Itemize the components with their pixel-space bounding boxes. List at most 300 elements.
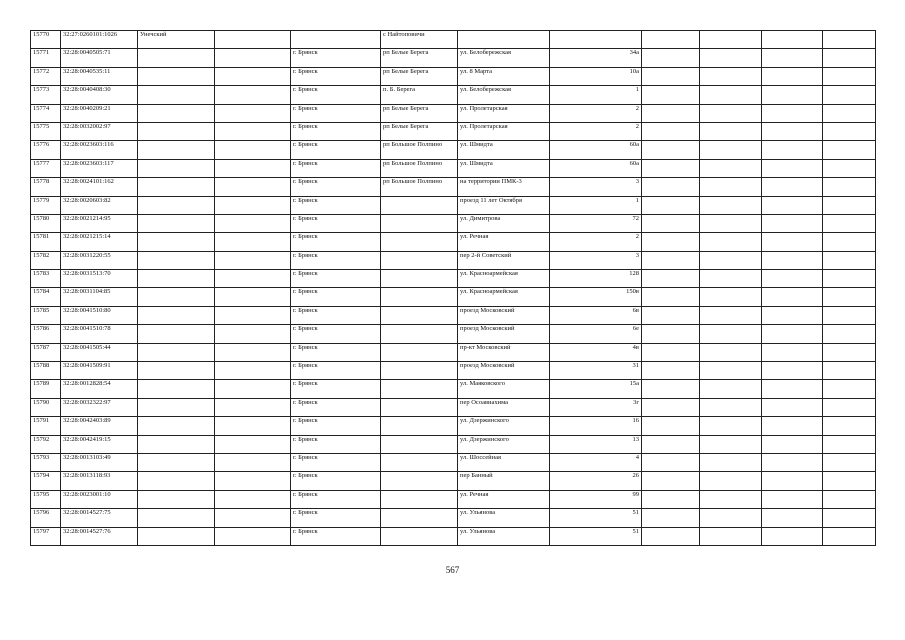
- city-cell: г. Брянск: [291, 527, 381, 545]
- empty-cell: [823, 325, 876, 343]
- cadastral-number-cell: 32:28:0021215:14: [61, 233, 138, 251]
- empty-cell: [700, 214, 762, 232]
- municipality-cell: [138, 159, 215, 177]
- cadastral-number-cell: 32:28:0041510:78: [61, 325, 138, 343]
- table-row: [31, 251, 876, 269]
- row-number-cell: 15780: [31, 214, 61, 232]
- row-number-cell: 15784: [31, 288, 61, 306]
- city-cell: г. Брянск: [291, 178, 381, 196]
- district-cell: рп Большое Полпино: [381, 159, 458, 177]
- district-cell: [381, 233, 458, 251]
- city-cell: г. Брянск: [291, 159, 381, 177]
- empty-cell: [823, 178, 876, 196]
- row-number-cell: 15791: [31, 417, 61, 435]
- empty-cell: [642, 270, 700, 288]
- table-row: [31, 178, 876, 196]
- house-number-cell: 150в: [550, 288, 642, 306]
- empty-cell: [700, 104, 762, 122]
- house-number-cell: 3: [550, 178, 642, 196]
- row-number-cell: 15785: [31, 306, 61, 324]
- cadastral-number-cell: 32:28:0040209:21: [61, 104, 138, 122]
- district-cell: [381, 214, 458, 232]
- cadastral-number-cell: 32:28:0023001:10: [61, 490, 138, 508]
- empty-cell: [823, 288, 876, 306]
- house-number-cell: 60а: [550, 141, 642, 159]
- settlement-type-cell: [215, 86, 291, 104]
- empty-cell: [823, 306, 876, 324]
- house-number-cell: 6в: [550, 306, 642, 324]
- row-number-cell: 15793: [31, 453, 61, 471]
- district-cell: [381, 509, 458, 527]
- city-cell: г. Брянск: [291, 380, 381, 398]
- settlement-type-cell: [215, 270, 291, 288]
- cadastral-number-cell: 32:28:0031220:55: [61, 251, 138, 269]
- municipality-cell: [138, 490, 215, 508]
- street-cell: ул. Дзержинского: [458, 417, 550, 435]
- district-cell: с Найтоповичи: [381, 31, 458, 49]
- settlement-type-cell: [215, 104, 291, 122]
- empty-cell: [762, 159, 823, 177]
- empty-cell: [642, 214, 700, 232]
- cadastral-number-cell: 32:28:0040535:11: [61, 67, 138, 85]
- empty-cell: [642, 435, 700, 453]
- municipality-cell: [138, 196, 215, 214]
- table-row: [31, 159, 876, 177]
- registry-table: [30, 30, 876, 546]
- table-row: [31, 214, 876, 232]
- empty-cell: [823, 251, 876, 269]
- district-cell: [381, 527, 458, 545]
- street-cell: пер 2-й Советский: [458, 251, 550, 269]
- table-row: [31, 527, 876, 545]
- street-cell: на территории ПМК-3: [458, 178, 550, 196]
- table-body: [31, 31, 876, 546]
- empty-cell: [700, 270, 762, 288]
- settlement-type-cell: [215, 453, 291, 471]
- settlement-type-cell: [215, 31, 291, 49]
- settlement-type-cell: [215, 233, 291, 251]
- cadastral-number-cell: 32:28:0014527:76: [61, 527, 138, 545]
- street-cell: ул. Шмидта: [458, 159, 550, 177]
- cadastral-number-cell: 32:28:0032002:97: [61, 122, 138, 140]
- district-cell: [381, 417, 458, 435]
- house-number-cell: 72: [550, 214, 642, 232]
- district-cell: рп Большое Полпино: [381, 141, 458, 159]
- street-cell: ул. Красноармейская: [458, 270, 550, 288]
- empty-cell: [823, 104, 876, 122]
- street-cell: ул. Ульянова: [458, 527, 550, 545]
- empty-cell: [823, 159, 876, 177]
- house-number-cell: 13: [550, 435, 642, 453]
- empty-cell: [823, 380, 876, 398]
- settlement-type-cell: [215, 49, 291, 67]
- district-cell: [381, 306, 458, 324]
- empty-cell: [762, 141, 823, 159]
- empty-cell: [700, 490, 762, 508]
- house-number-cell: 3: [550, 251, 642, 269]
- city-cell: г. Брянск: [291, 196, 381, 214]
- table-row: [31, 417, 876, 435]
- city-cell: г. Брянск: [291, 325, 381, 343]
- street-cell: ул. Маяковского: [458, 380, 550, 398]
- municipality-cell: [138, 251, 215, 269]
- settlement-type-cell: [215, 141, 291, 159]
- empty-cell: [762, 398, 823, 416]
- empty-cell: [700, 380, 762, 398]
- district-cell: [381, 343, 458, 361]
- district-cell: [381, 270, 458, 288]
- empty-cell: [642, 86, 700, 104]
- empty-cell: [823, 141, 876, 159]
- empty-cell: [642, 490, 700, 508]
- empty-cell: [700, 49, 762, 67]
- city-cell: г. Брянск: [291, 306, 381, 324]
- cadastral-number-cell: 32:28:0020603:82: [61, 196, 138, 214]
- empty-cell: [642, 453, 700, 471]
- cadastral-number-cell: 32:28:0013103:49: [61, 453, 138, 471]
- city-cell: г. Брянск: [291, 435, 381, 453]
- row-number-cell: 15796: [31, 509, 61, 527]
- district-cell: рп Белые Берега: [381, 67, 458, 85]
- house-number-cell: 26: [550, 472, 642, 490]
- empty-cell: [823, 362, 876, 380]
- settlement-type-cell: [215, 178, 291, 196]
- row-number-cell: 15770: [31, 31, 61, 49]
- municipality-cell: [138, 270, 215, 288]
- street-cell: проезд 11 лет Октября: [458, 196, 550, 214]
- empty-cell: [762, 67, 823, 85]
- cadastral-number-cell: 32:28:0023603:116: [61, 141, 138, 159]
- table-row: [31, 343, 876, 361]
- district-cell: [381, 251, 458, 269]
- municipality-cell: [138, 343, 215, 361]
- empty-cell: [642, 67, 700, 85]
- settlement-type-cell: [215, 417, 291, 435]
- empty-cell: [642, 178, 700, 196]
- municipality-cell: [138, 417, 215, 435]
- municipality-cell: [138, 306, 215, 324]
- district-cell: [381, 380, 458, 398]
- empty-cell: [642, 325, 700, 343]
- settlement-type-cell: [215, 362, 291, 380]
- row-number-cell: 15782: [31, 251, 61, 269]
- street-cell: ул. Красноармейская: [458, 288, 550, 306]
- empty-cell: [700, 67, 762, 85]
- cadastral-number-cell: 32:28:0031104:85: [61, 288, 138, 306]
- empty-cell: [823, 270, 876, 288]
- table-row: [31, 104, 876, 122]
- municipality-cell: [138, 104, 215, 122]
- municipality-cell: [138, 86, 215, 104]
- empty-cell: [762, 362, 823, 380]
- municipality-cell: [138, 178, 215, 196]
- city-cell: г. Брянск: [291, 251, 381, 269]
- table-row: [31, 435, 876, 453]
- empty-cell: [700, 343, 762, 361]
- cadastral-number-cell: 32:28:0023603:117: [61, 159, 138, 177]
- row-number-cell: 15781: [31, 233, 61, 251]
- cadastral-number-cell: 32:28:0042419:15: [61, 435, 138, 453]
- cadastral-number-cell: 32:28:0012828:54: [61, 380, 138, 398]
- district-cell: [381, 453, 458, 471]
- empty-cell: [762, 214, 823, 232]
- empty-cell: [762, 86, 823, 104]
- empty-cell: [823, 343, 876, 361]
- empty-cell: [700, 31, 762, 49]
- cadastral-number-cell: 32:28:0014527:75: [61, 509, 138, 527]
- street-cell: ул. Ульянова: [458, 509, 550, 527]
- empty-cell: [762, 417, 823, 435]
- city-cell: г. Брянск: [291, 509, 381, 527]
- row-number-cell: 15778: [31, 178, 61, 196]
- empty-cell: [700, 288, 762, 306]
- row-number-cell: 15797: [31, 527, 61, 545]
- table-row: [31, 288, 876, 306]
- city-cell: г. Брянск: [291, 233, 381, 251]
- table-row: [31, 325, 876, 343]
- street-cell: ул. Шмидта: [458, 141, 550, 159]
- empty-cell: [762, 49, 823, 67]
- street-cell: ул. Речная: [458, 490, 550, 508]
- row-number-cell: 15773: [31, 86, 61, 104]
- city-cell: г. Брянск: [291, 67, 381, 85]
- empty-cell: [642, 122, 700, 140]
- house-number-cell: 1: [550, 86, 642, 104]
- house-number-cell: 15а: [550, 380, 642, 398]
- table-row: [31, 509, 876, 527]
- municipality-cell: [138, 288, 215, 306]
- settlement-type-cell: [215, 196, 291, 214]
- table-row: [31, 472, 876, 490]
- cadastral-number-cell: 32:28:0021214:95: [61, 214, 138, 232]
- city-cell: г. Брянск: [291, 104, 381, 122]
- house-number-cell: 4: [550, 453, 642, 471]
- street-cell: ул. Дзержинского: [458, 435, 550, 453]
- settlement-type-cell: [215, 67, 291, 85]
- house-number-cell: 2: [550, 104, 642, 122]
- empty-cell: [642, 196, 700, 214]
- street-cell: ул. Белобережская: [458, 86, 550, 104]
- row-number-cell: 15792: [31, 435, 61, 453]
- district-cell: [381, 435, 458, 453]
- municipality-cell: [138, 453, 215, 471]
- empty-cell: [700, 196, 762, 214]
- settlement-type-cell: [215, 490, 291, 508]
- house-number-cell: 4в: [550, 343, 642, 361]
- empty-cell: [823, 509, 876, 527]
- empty-cell: [700, 325, 762, 343]
- municipality-cell: [138, 509, 215, 527]
- empty-cell: [642, 49, 700, 67]
- empty-cell: [642, 380, 700, 398]
- empty-cell: [823, 122, 876, 140]
- table-row: [31, 122, 876, 140]
- empty-cell: [700, 417, 762, 435]
- street-cell: [458, 31, 550, 49]
- empty-cell: [642, 362, 700, 380]
- row-number-cell: 15776: [31, 141, 61, 159]
- house-number-cell: 31: [550, 362, 642, 380]
- empty-cell: [823, 490, 876, 508]
- district-cell: рп Большое Полпино: [381, 178, 458, 196]
- house-number-cell: 51: [550, 527, 642, 545]
- street-cell: ул. Пролетарская: [458, 104, 550, 122]
- street-cell: проезд Московский: [458, 306, 550, 324]
- table-row: [31, 306, 876, 324]
- empty-cell: [762, 509, 823, 527]
- municipality-cell: [138, 435, 215, 453]
- house-number-cell: 60а: [550, 159, 642, 177]
- street-cell: ул. Речная: [458, 233, 550, 251]
- street-cell: ул. Димитрова: [458, 214, 550, 232]
- table-row: [31, 86, 876, 104]
- municipality-cell: [138, 527, 215, 545]
- empty-cell: [642, 288, 700, 306]
- settlement-type-cell: [215, 122, 291, 140]
- empty-cell: [762, 472, 823, 490]
- municipality-cell: [138, 214, 215, 232]
- city-cell: г. Брянск: [291, 86, 381, 104]
- row-number-cell: 15772: [31, 67, 61, 85]
- city-cell: г. Брянск: [291, 214, 381, 232]
- row-number-cell: 15783: [31, 270, 61, 288]
- empty-cell: [642, 306, 700, 324]
- empty-cell: [762, 435, 823, 453]
- empty-cell: [823, 233, 876, 251]
- city-cell: г. Брянск: [291, 398, 381, 416]
- empty-cell: [762, 453, 823, 471]
- city-cell: г. Брянск: [291, 417, 381, 435]
- house-number-cell: 128: [550, 270, 642, 288]
- table-row: [31, 490, 876, 508]
- row-number-cell: 15794: [31, 472, 61, 490]
- cadastral-number-cell: 32:28:0040408:30: [61, 86, 138, 104]
- empty-cell: [700, 398, 762, 416]
- empty-cell: [762, 31, 823, 49]
- empty-cell: [700, 159, 762, 177]
- district-cell: [381, 362, 458, 380]
- empty-cell: [762, 306, 823, 324]
- municipality-cell: [138, 141, 215, 159]
- city-cell: г. Брянск: [291, 288, 381, 306]
- empty-cell: [762, 251, 823, 269]
- empty-cell: [642, 233, 700, 251]
- empty-cell: [762, 380, 823, 398]
- empty-cell: [700, 527, 762, 545]
- row-number-cell: 15775: [31, 122, 61, 140]
- settlement-type-cell: [215, 159, 291, 177]
- table-row: [31, 270, 876, 288]
- district-cell: [381, 472, 458, 490]
- municipality-cell: [138, 233, 215, 251]
- city-cell: г. Брянск: [291, 141, 381, 159]
- empty-cell: [642, 417, 700, 435]
- empty-cell: [823, 31, 876, 49]
- settlement-type-cell: [215, 435, 291, 453]
- city-cell: г. Брянск: [291, 453, 381, 471]
- street-cell: пер Осоавиахима: [458, 398, 550, 416]
- cadastral-number-cell: 32:28:0042403:89: [61, 417, 138, 435]
- cadastral-number-cell: 32:28:0041509:91: [61, 362, 138, 380]
- empty-cell: [762, 196, 823, 214]
- cadastral-number-cell: 32:28:0013118:93: [61, 472, 138, 490]
- empty-cell: [700, 435, 762, 453]
- empty-cell: [700, 362, 762, 380]
- settlement-type-cell: [215, 214, 291, 232]
- empty-cell: [642, 509, 700, 527]
- district-cell: рп Белые Берега: [381, 104, 458, 122]
- empty-cell: [642, 398, 700, 416]
- row-number-cell: 15779: [31, 196, 61, 214]
- settlement-type-cell: [215, 251, 291, 269]
- row-number-cell: 15787: [31, 343, 61, 361]
- house-number-cell: 34а: [550, 49, 642, 67]
- street-cell: проезд Московский: [458, 362, 550, 380]
- city-cell: г. Брянск: [291, 472, 381, 490]
- empty-cell: [642, 251, 700, 269]
- city-cell: г. Брянск: [291, 122, 381, 140]
- empty-cell: [642, 141, 700, 159]
- empty-cell: [642, 472, 700, 490]
- house-number-cell: 1: [550, 196, 642, 214]
- municipality-cell: [138, 67, 215, 85]
- house-number-cell: 51: [550, 509, 642, 527]
- settlement-type-cell: [215, 472, 291, 490]
- table-row: [31, 196, 876, 214]
- settlement-type-cell: [215, 527, 291, 545]
- empty-cell: [700, 178, 762, 196]
- settlement-type-cell: [215, 288, 291, 306]
- row-number-cell: 15786: [31, 325, 61, 343]
- house-number-cell: 2: [550, 122, 642, 140]
- table-row: [31, 380, 876, 398]
- empty-cell: [823, 417, 876, 435]
- district-cell: рп Белые Берега: [381, 49, 458, 67]
- empty-cell: [642, 343, 700, 361]
- table-row: [31, 141, 876, 159]
- house-number-cell: 2: [550, 233, 642, 251]
- city-cell: г. Брянск: [291, 490, 381, 508]
- empty-cell: [700, 509, 762, 527]
- district-cell: [381, 398, 458, 416]
- row-number-cell: 15795: [31, 490, 61, 508]
- city-cell: г. Брянск: [291, 343, 381, 361]
- empty-cell: [700, 233, 762, 251]
- street-cell: пер Банный: [458, 472, 550, 490]
- house-number-cell: 16: [550, 417, 642, 435]
- table-row: [31, 362, 876, 380]
- empty-cell: [700, 472, 762, 490]
- empty-cell: [762, 343, 823, 361]
- house-number-cell: 10а: [550, 67, 642, 85]
- district-cell: [381, 490, 458, 508]
- settlement-type-cell: [215, 380, 291, 398]
- empty-cell: [823, 453, 876, 471]
- empty-cell: [823, 472, 876, 490]
- row-number-cell: 15777: [31, 159, 61, 177]
- municipality-cell: Унечский: [138, 31, 215, 49]
- house-number-cell: [550, 31, 642, 49]
- empty-cell: [823, 527, 876, 545]
- empty-cell: [700, 86, 762, 104]
- empty-cell: [762, 122, 823, 140]
- house-number-cell: 6е: [550, 325, 642, 343]
- empty-cell: [762, 490, 823, 508]
- street-cell: ул. Шоссейная: [458, 453, 550, 471]
- city-cell: г. Брянск: [291, 270, 381, 288]
- cadastral-number-cell: 32:28:0024101:162: [61, 178, 138, 196]
- street-cell: ул. 8 Марта: [458, 67, 550, 85]
